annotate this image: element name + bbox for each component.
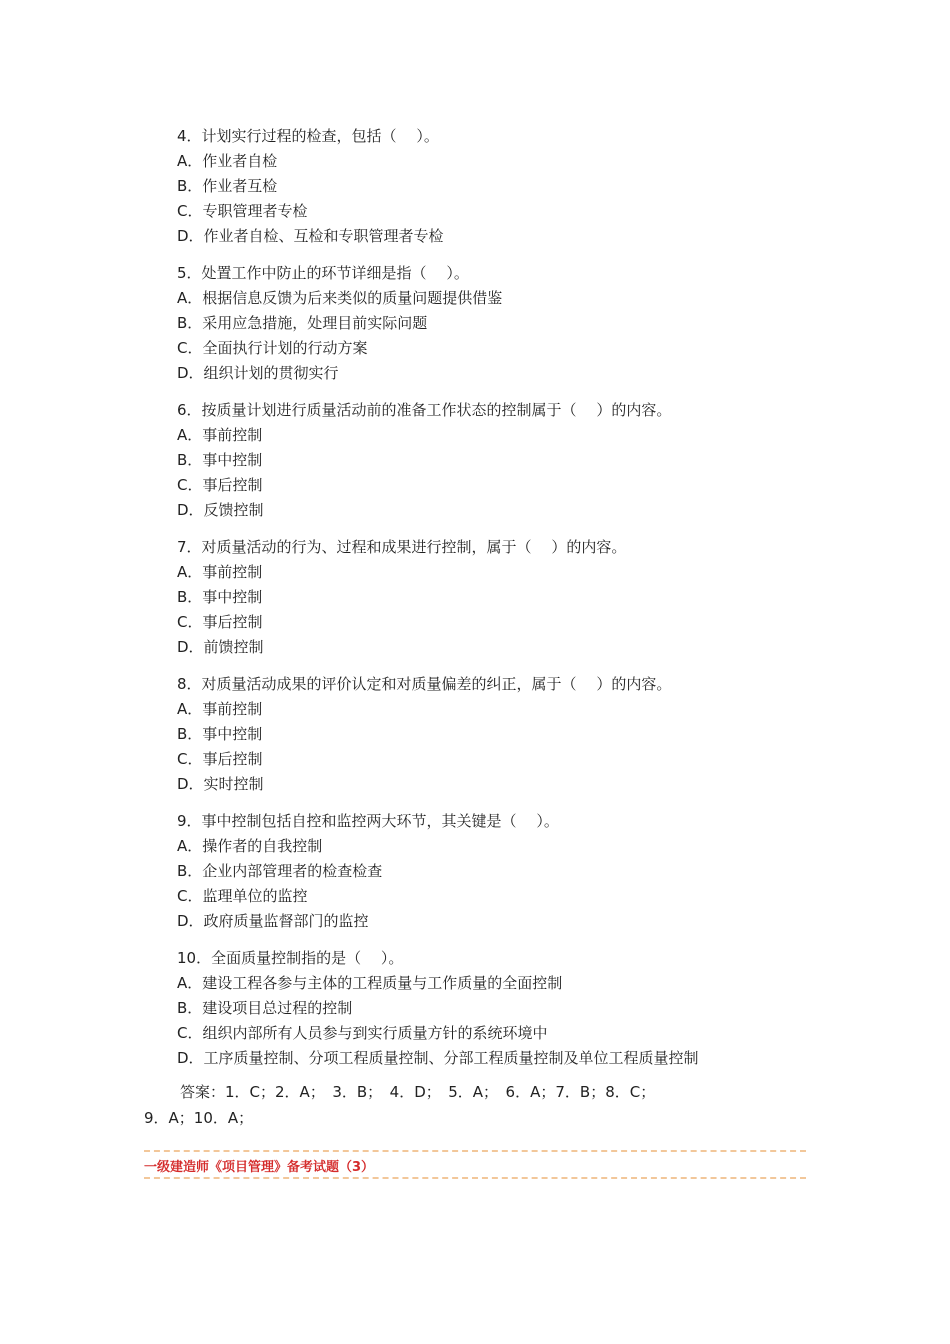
question-stem: 7．对质量活动的行为、过程和成果进行控制，属于（ ）的内容。 bbox=[177, 538, 627, 556]
question-stem: 4．计划实行过程的检查，包括（ ）。 bbox=[177, 127, 439, 145]
answer-option: D．作业者自检、互检和专职管理者专检 bbox=[177, 227, 444, 245]
question-stem: 5．处置工作中防止的环节详细是指（ ）。 bbox=[177, 264, 469, 282]
answer-option: C．事后控制 bbox=[177, 476, 263, 494]
answer-option: C．全面执行计划的行动方案 bbox=[177, 339, 368, 357]
answer-option: C．监理单位的监控 bbox=[177, 887, 308, 905]
answer-option: B．事中控制 bbox=[177, 451, 263, 469]
dashed-divider-top bbox=[144, 1150, 806, 1152]
answer-option: A．事前控制 bbox=[177, 700, 263, 718]
question-block bbox=[177, 809, 877, 934]
question-block bbox=[177, 946, 877, 1071]
answer-option: A．作业者自检 bbox=[177, 152, 278, 170]
answer-option: A．根据信息反馈为后来类似的质量问题提供借鉴 bbox=[177, 289, 503, 307]
question-stem: 10．全面质量控制指的是（ ）。 bbox=[177, 949, 404, 967]
answer-option: C．事后控制 bbox=[177, 750, 263, 768]
answer-option: B．事中控制 bbox=[177, 725, 263, 743]
answer-option: D．前馈控制 bbox=[177, 638, 264, 656]
question-block bbox=[177, 535, 877, 660]
question-block bbox=[177, 261, 877, 386]
question-block bbox=[177, 672, 877, 797]
answer-option: C．事后控制 bbox=[177, 613, 263, 631]
answer-option: A．事前控制 bbox=[177, 563, 263, 581]
question-stem: 6．按质量计划进行质量活动前的准备工作状态的控制属于（ ）的内容。 bbox=[177, 401, 672, 419]
question-stem: 8．对质量活动成果的评价认定和对质量偏差的纠正，属于（ ）的内容。 bbox=[177, 675, 672, 693]
answer-option: C．组织内部所有人员参与到实行质量方针的系统环境中 bbox=[177, 1024, 548, 1042]
answer-option: D．政府质量监督部门的监控 bbox=[177, 912, 369, 930]
next-section-link-title[interactable]: 一级建造师《项目管理》备考试题（3） bbox=[144, 1160, 375, 1175]
answer-option: B．采用应急措施，处理目前实际问题 bbox=[177, 314, 428, 332]
answer-option: C．专职管理者专检 bbox=[177, 202, 308, 220]
answer-option: D．组织计划的贯彻实行 bbox=[177, 364, 339, 382]
answer-option: A．事前控制 bbox=[177, 426, 263, 444]
dashed-divider-bottom bbox=[144, 1177, 806, 1179]
answer-option: D．工序质量控制、分项工程质量控制、分部工程质量控制及单位工程质量控制 bbox=[177, 1049, 699, 1067]
question-block bbox=[177, 398, 877, 523]
answer-option: B．作业者互检 bbox=[177, 177, 278, 195]
question-list bbox=[177, 124, 877, 1083]
answer-key bbox=[144, 1079, 824, 1131]
answer-option: D．实时控制 bbox=[177, 775, 264, 793]
answer-option: B．企业内部管理者的检查检查 bbox=[177, 862, 383, 880]
answer-key-line-1: 答案：1．C；2．A； 3．B； 4．D； 5．A； 6．A；7．B；8．C； bbox=[180, 1083, 656, 1101]
question-stem: 9．事中控制包括自控和监控两大环节，其关键是（ ）。 bbox=[177, 812, 559, 830]
answer-option: B．事中控制 bbox=[177, 588, 263, 606]
question-block bbox=[177, 124, 877, 249]
answer-option: A．操作者的自我控制 bbox=[177, 837, 323, 855]
answer-option: B．建设项目总过程的控制 bbox=[177, 999, 353, 1017]
answer-option: D．反馈控制 bbox=[177, 501, 264, 519]
answer-option: A．建设工程各参与主体的工程质量与工作质量的全面控制 bbox=[177, 974, 563, 992]
answer-key-line-2: 9．A；10．A； bbox=[144, 1109, 254, 1127]
